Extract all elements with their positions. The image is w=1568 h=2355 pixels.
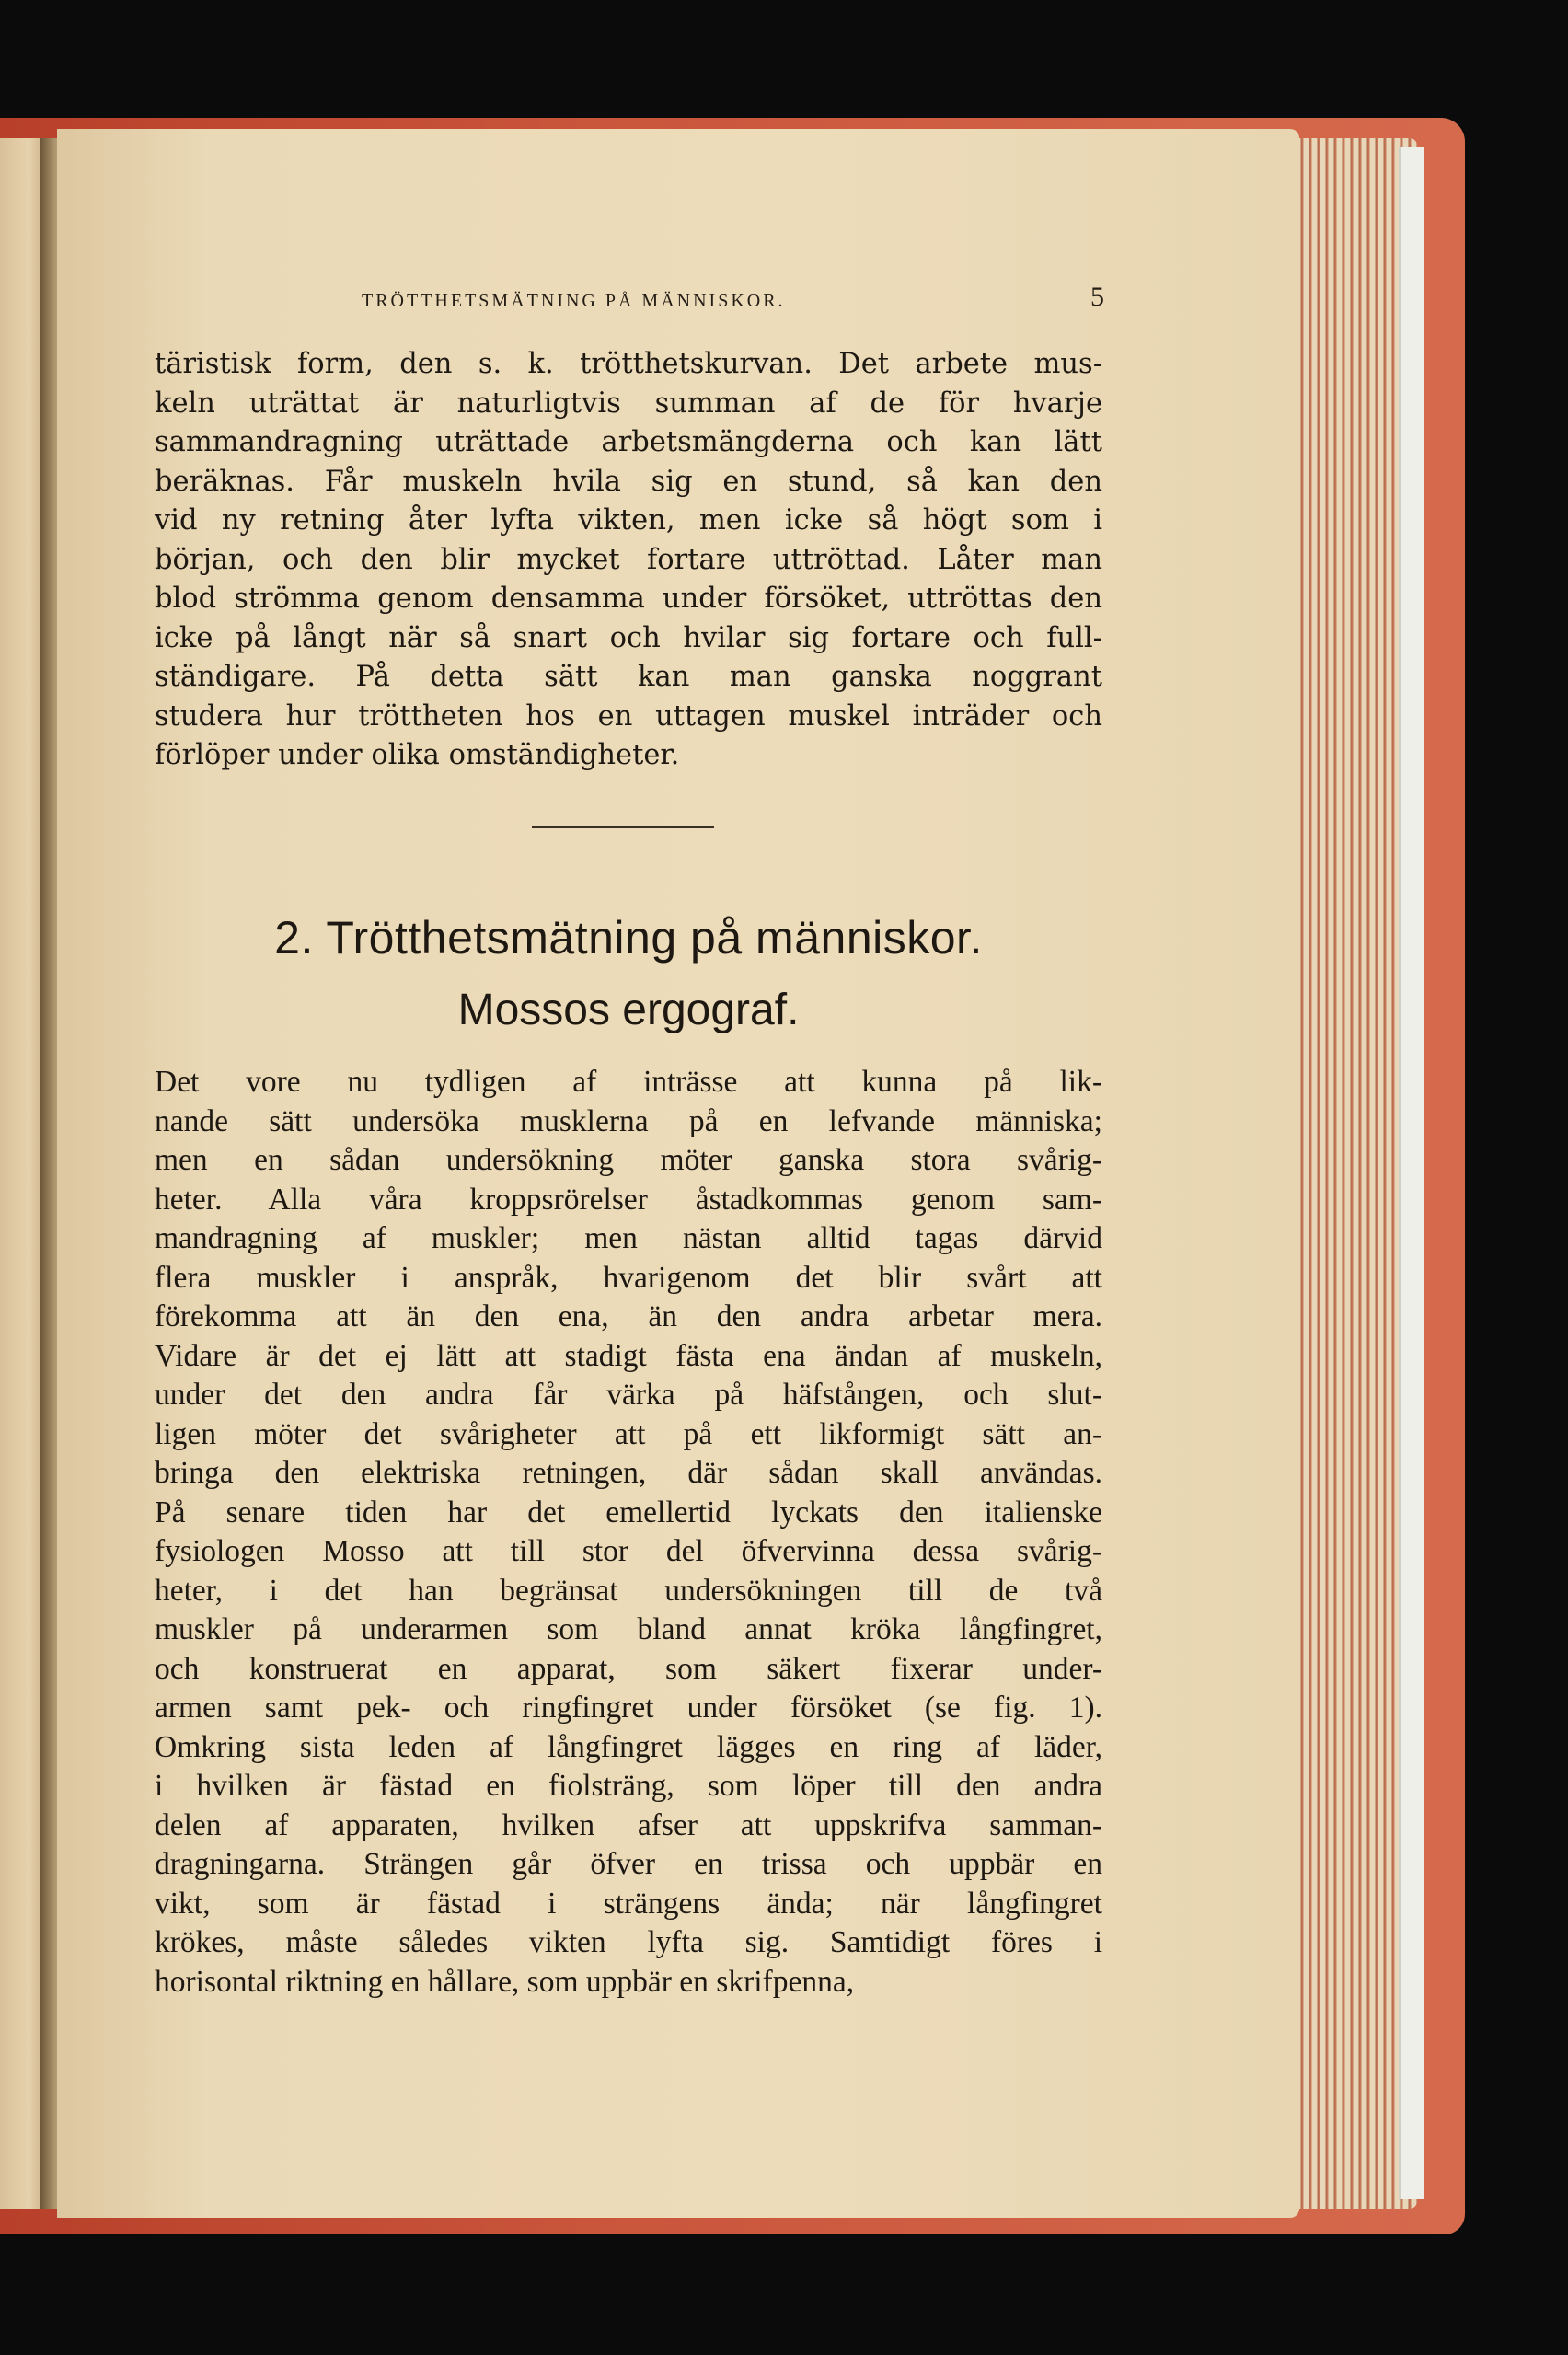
text-line: Det vore nu tydligen af inträsse att kunna på lik-	[155, 1065, 1102, 1099]
text-line: heter, i det han begränsat undersökningen till de två	[155, 1573, 1102, 1608]
page-edges	[1279, 138, 1417, 2209]
section-subheading: Mossos ergograf.	[457, 986, 800, 1034]
page-header	[156, 282, 1104, 320]
paragraph-2	[155, 1063, 1102, 2002]
text-line: sammandragning uträttade arbetsmängderna och kan lätt	[155, 426, 1102, 458]
text-line: nande sätt undersöka musklerna på en lefvande människa;	[155, 1103, 1102, 1138]
text-line: På senare tiden har det emellertid lyckats den italienske	[155, 1495, 1102, 1530]
text-line: vid ny retning åter lyfta vikten, men icke så högt som i	[155, 504, 1102, 537]
text-line: dragningarna. Strängen går öfver en trissa och uppbär en	[155, 1847, 1102, 1881]
text-line: mandragning af muskler; men nästan alltid tagas därvid	[155, 1221, 1102, 1255]
page-number: 5	[1090, 282, 1104, 312]
text-line: förekomma att än den ena, än den andra arbetar mera.	[155, 1299, 1102, 1333]
text-line: täristisk form, den s. k. trötthetskurvan. Det arbete mus-	[155, 348, 1102, 380]
section-divider	[532, 826, 714, 828]
text-line: keln uträttat är naturligtvis summan af de för hvarje	[155, 387, 1102, 420]
text-line: i hvilken är fästad en fiolsträng, som löper till den andra	[155, 1769, 1102, 1803]
text-line: horisontal riktning en hållare, som uppbär en skrifpenna,	[155, 1964, 855, 1999]
text-line: flera muskler i anspråk, hvarigenom det blir svårt att	[155, 1260, 1102, 1295]
text-line: men en sådan undersökning möter ganska stora svårig-	[155, 1143, 1102, 1177]
text-line: och konstruerat en apparat, som säkert fixerar under-	[155, 1651, 1102, 1686]
text-line: vikt, som är fästad i strängens ända; när långfingret	[155, 1886, 1102, 1921]
text-line: förlöper under olika omständigheter.	[155, 739, 680, 771]
text-line: ligen möter det svårigheter att på ett likformigt sätt an-	[155, 1416, 1102, 1451]
section-heading: 2. Trötthetsmätning på människor.	[274, 912, 983, 964]
text-line: krökes, måste således vikten lyfta sig. Samtidigt föres i	[155, 1925, 1102, 1959]
text-line: muskler på underarmen som bland annat kröka långfingret,	[155, 1612, 1102, 1646]
text-line: delen af apparaten, hvilken afser att uppskrifva samman-	[155, 1807, 1102, 1842]
paragraph-1	[155, 345, 1102, 776]
text-line: Omkring sista leden af långfingret lägges en ring af läder,	[155, 1729, 1102, 1764]
text-line: ständigare. På detta sätt kan man ganska noggrant	[155, 661, 1102, 693]
text-line: bringa den elektriska retningen, där sådan skall användas.	[155, 1456, 1102, 1490]
text-line: icke på långt när så snart och hvilar sig fortare och full-	[155, 621, 1102, 654]
text-line: Vidare är det ej lätt att stadigt fästa ena ändan af muskeln,	[155, 1338, 1102, 1373]
text-line: beräknas. Får muskeln hvila sig en stund, så kan den	[155, 465, 1102, 498]
text-line: heter. Alla våra kroppsrörelser åstadkommas genom sam-	[155, 1182, 1102, 1217]
text-line: blod strömma genom densamma under försöket, uttröttas den	[155, 583, 1102, 615]
running-title: TRÖTTHETSMÄTNING PÅ MÄNNISKOR.	[362, 291, 786, 311]
text-line: fysiologen Mosso att till stor del öfvervinna dessa svårig-	[155, 1534, 1102, 1568]
text-line: armen samt pek- och ringfingret under försöket (se fig. 1).	[155, 1691, 1102, 1725]
text-line: studera hur tröttheten hos en uttagen muskel inträder och	[155, 699, 1102, 733]
page-edges-inner	[1399, 147, 1424, 2199]
text-line: under det den andra får värka på häfstången, och slut-	[155, 1378, 1102, 1412]
text-line: början, och den blir mycket fortare uttröttad. Låter man	[155, 543, 1102, 576]
